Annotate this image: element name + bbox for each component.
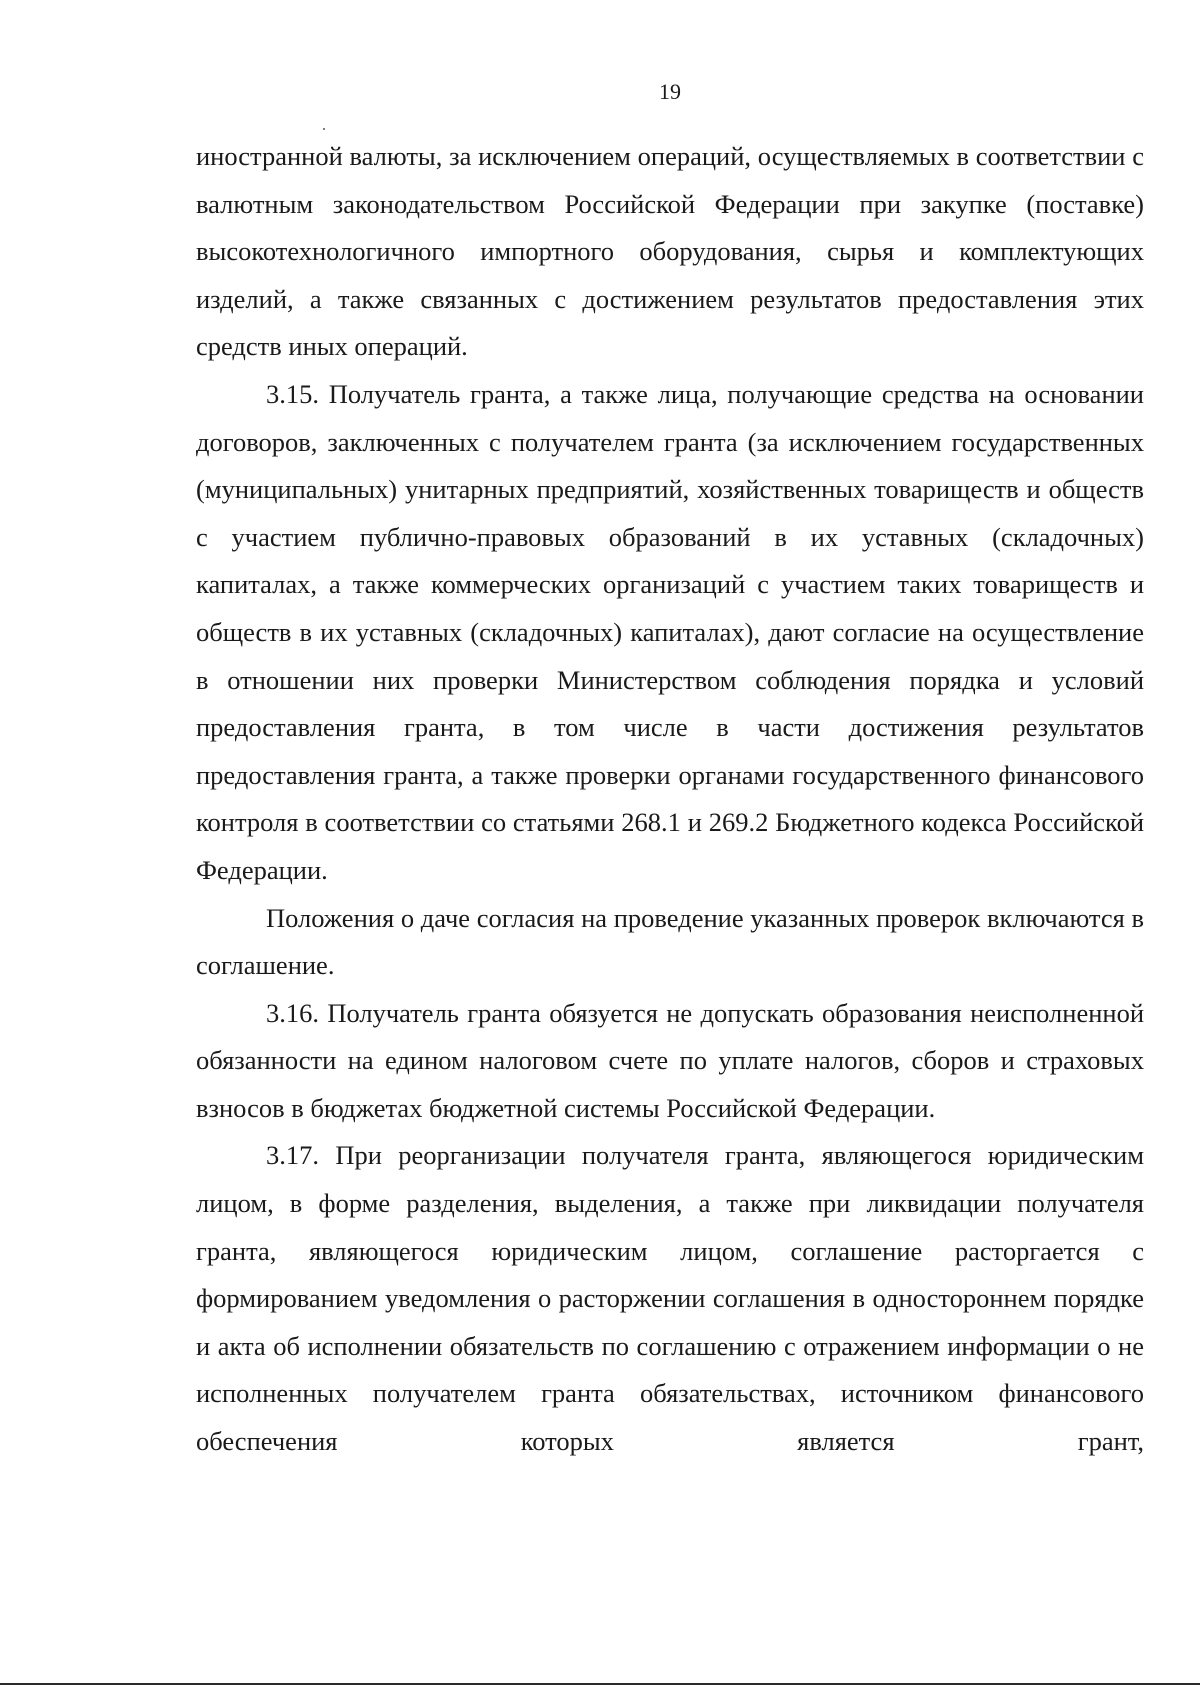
page-number: 19 — [659, 79, 681, 104]
scan-speck — [323, 128, 325, 130]
paragraph-3-15: 3.15. Получатель гранта, а также лица, получающие средства на основании договоров, заключенных с получателем гранта (за исключением государственных (муниципальных) унитарных предприятий, хозяйственных товариществ и обществ с участием публично-правовых образований в их уставных (складочных) капиталах, а также коммерческих организаций с участием таких товариществ и обществ в их уставных (складочных) капиталах), дают согласие на осуществление в отношении них проверки Министерством соблюдения порядка и условий предоставления гранта, в том числе в части достижения результатов предоставления гранта, а также проверки органами государственного финансового контроля в соответствии со статьями 268.1 и 269.2 Бюджетного кодекса Российской Федерации. — [196, 378, 1144, 885]
paragraph-continuation: иностранной валюты, за исключением операций, осуществляемых в соответствии с валютным законодательством Российской Федерации при закупке (поставке) высокотехнологичного импортного оборудования, сырья и комплектующих изделий, а также связанных с достижением результатов предоставления этих средств иных операций. — [196, 141, 1144, 362]
paragraph-3-16: 3.16. Получатель гранта обязуется не допускать образования неисполненной обязанности на едином налоговом счете по уплате налогов, сборов и страховых взносов в бюджетах бюджетной системы Российской Федерации. — [196, 997, 1144, 1123]
document-body — [196, 133, 1144, 1466]
paragraph-3-17: 3.17. При реорганизации получателя гранта, являющегося юридическим лицом, в форме разделения, выделения, а также при ликвидации получателя гранта, являющегося юридическим лицом, соглашение расторгается с формированием уведомления о расторжении соглашения в одностороннем порядке и акта об исполнении обязательств по соглашению с отражением информации о не исполненных получателем гранта обязательствах, источником финансового обеспечения которых является грант, — [196, 1140, 1144, 1457]
paragraph-consent-provisions: Положения о даче согласия на проведение указанных проверок включаются в соглашение. — [196, 902, 1144, 981]
bottom-edge-line — [0, 1683, 1200, 1685]
